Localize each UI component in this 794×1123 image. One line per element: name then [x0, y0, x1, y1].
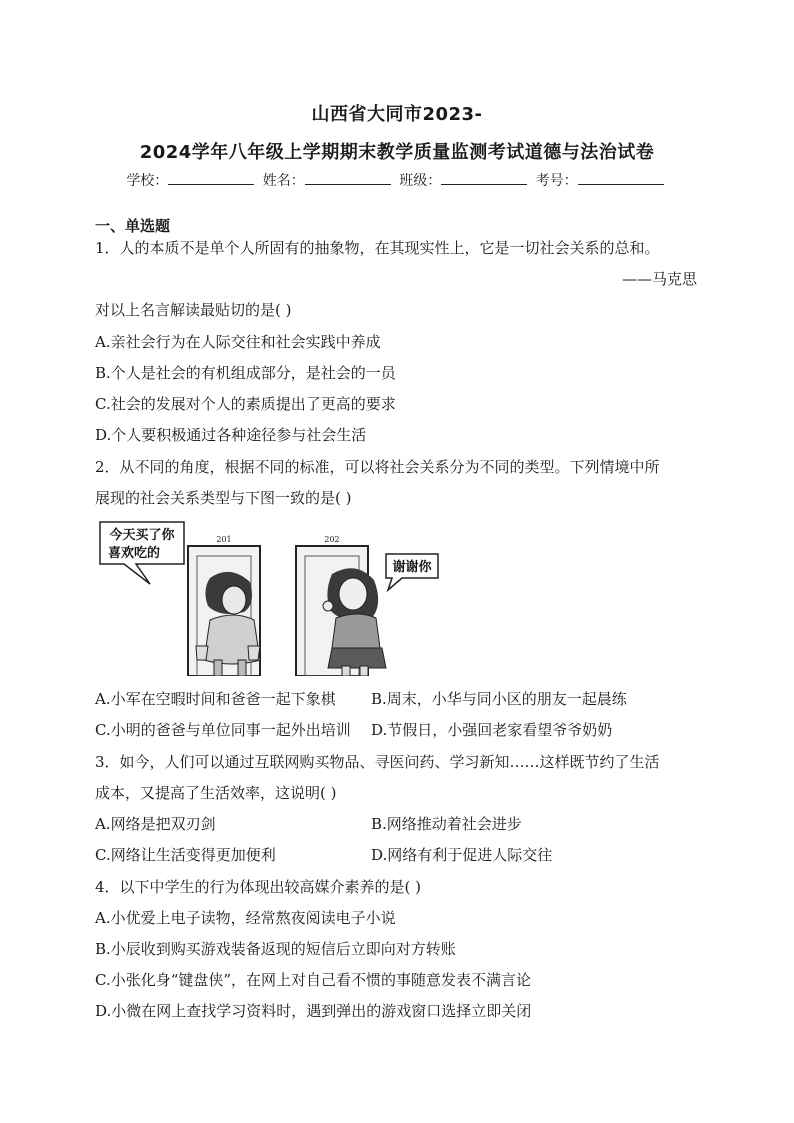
speech-bubble-right-text: 谢谢你 — [392, 560, 432, 575]
q2-option-d[interactable]: D.节假日，小强回老家看望爷爷奶奶 — [371, 721, 613, 739]
speech-bubble-left-line-2: 喜欢吃的 — [107, 546, 161, 561]
q4-option-b[interactable]: B.小辰收到购买游戏装备返现的短信后立即向对方转账 — [95, 940, 456, 958]
q3-option-d[interactable]: D.网络有利于促进人际交往 — [371, 846, 553, 864]
q3-option-b[interactable]: B.网络推动着社会进步 — [371, 815, 522, 833]
class-label: 班级： — [399, 173, 442, 189]
exam-no-blank[interactable] — [578, 171, 664, 185]
name-blank[interactable] — [305, 171, 391, 185]
door-201-number: 201 — [216, 535, 232, 544]
q2-stem-line-1: 2．从不同的角度，根据不同的标准，可以将社会关系分为不同的类型。下列情境中所 — [95, 458, 660, 476]
q3-option-c[interactable]: C.网络让生活变得更加便利 — [95, 846, 276, 864]
speech-bubble-left-line-1: 今天买了你 — [109, 528, 175, 543]
q2-option-a[interactable]: A.小军在空暇时间和爸爸一起下象棋 — [95, 690, 336, 708]
q1-stem: 1．人的本质不是单个人所固有的抽象物，在其现实性上，它是一切社会关系的总和。 — [95, 239, 660, 257]
student-info-row — [0, 170, 794, 190]
door-202-number: 202 — [324, 535, 340, 544]
name-label: 姓名： — [262, 173, 305, 189]
exam-title-line-2: 2024学年八年级上学期期末教学质量监测考试道德与法治试卷 — [139, 142, 655, 163]
school-blank[interactable] — [168, 171, 254, 185]
q4-stem: 4．以下中学生的行为体现出较高媒介素养的是( ) — [95, 878, 422, 896]
q1-prompt: 对以上名言解读最贴切的是( ) — [95, 301, 292, 319]
q3-stem-line-2: 成本，又提高了生活效率，这说明( ) — [95, 784, 337, 802]
section-title: 一、单选题 — [95, 217, 171, 235]
q4-option-c[interactable]: C.小张化身“键盘侠”，在网上对自己看不惯的事随意发表不满言论 — [95, 971, 532, 989]
neighbors-cartoon-image — [98, 520, 443, 676]
q2-stem-line-2: 展现的社会关系类型与下图一致的是( ) — [95, 489, 352, 507]
q4-option-a[interactable]: A.小优爱上电子读物，经常熬夜阅读电子小说 — [95, 909, 396, 927]
q1-attribution: ——马克思 — [621, 270, 697, 288]
class-blank[interactable] — [441, 171, 527, 185]
q2-option-c[interactable]: C.小明的爸爸与单位同事一起外出培训 — [95, 721, 351, 739]
q4-option-d[interactable]: D.小微在网上查找学习资料时，遇到弹出的游戏窗口选择立即关闭 — [95, 1002, 532, 1020]
q1-option-c[interactable]: C.社会的发展对个人的素质提出了更高的要求 — [95, 395, 396, 413]
q1-option-a[interactable]: A.亲社会行为在人际交往和社会实践中养成 — [95, 333, 381, 351]
q3-stem-line-1: 3．如今，人们可以通过互联网购买物品、寻医问药、学习新知……这样既节约了生活 — [95, 753, 660, 771]
q3-option-a[interactable]: A.网络是把双刃剑 — [95, 815, 216, 833]
q2-option-b[interactable]: B.周末，小华与同小区的朋友一起晨练 — [371, 690, 627, 708]
exam-title-line-1: 山西省大同市2023- — [311, 104, 483, 125]
q1-option-d[interactable]: D.个人要积极通过各种途径参与社会生活 — [95, 426, 367, 444]
school-label: 学校： — [126, 173, 169, 189]
exam-no-label: 考号： — [535, 173, 578, 189]
q1-option-b[interactable]: B.个人是社会的有机组成部分，是社会的一员 — [95, 364, 396, 382]
